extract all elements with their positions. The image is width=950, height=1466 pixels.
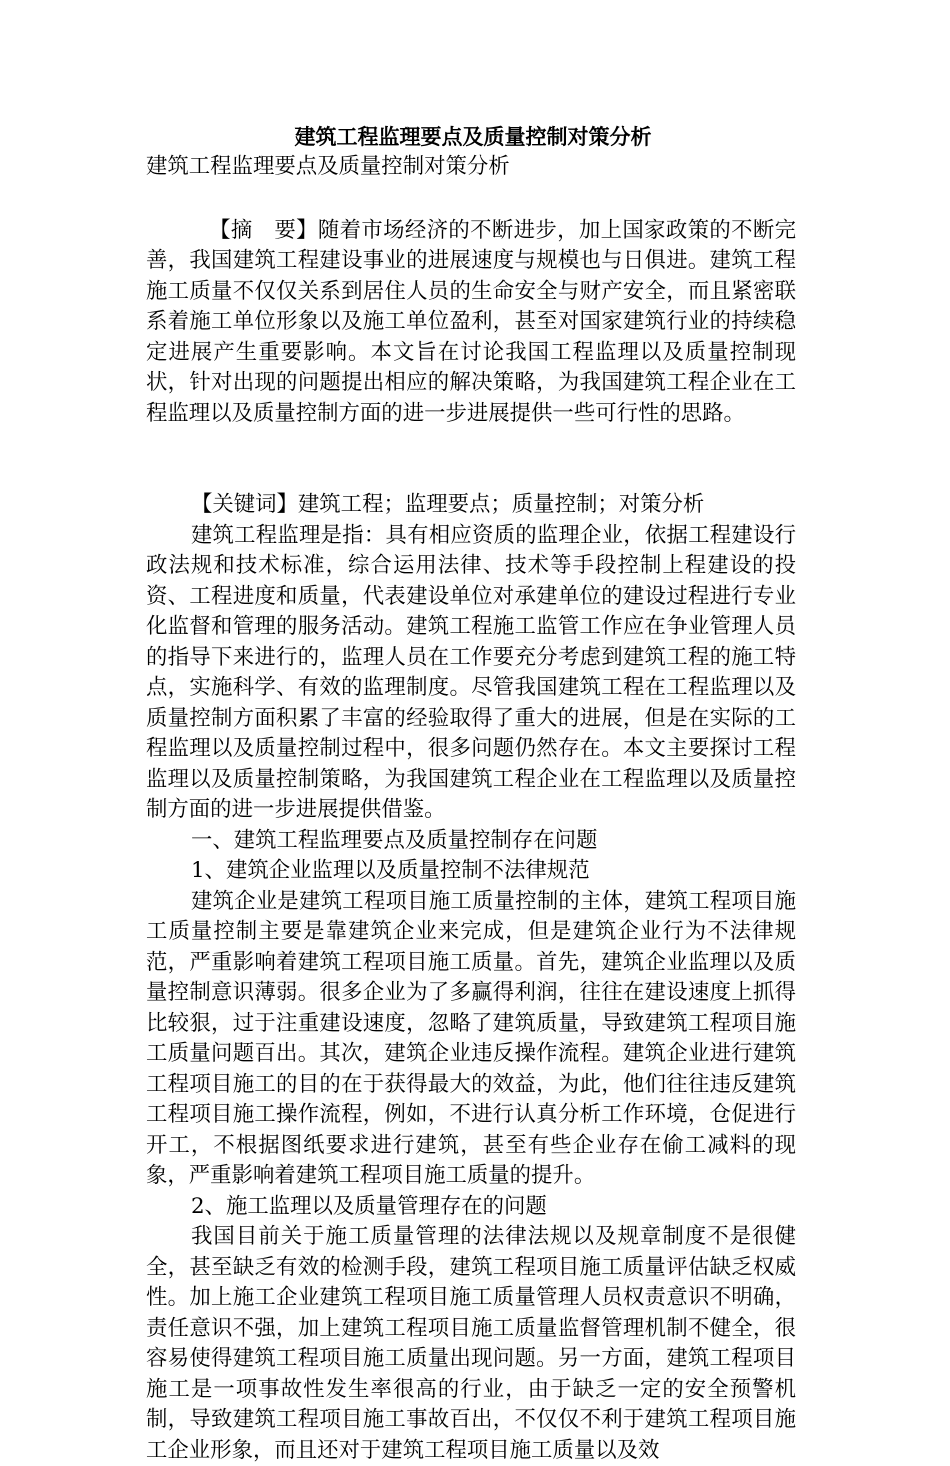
spacer bbox=[146, 183, 796, 216]
section-heading-1: 一、建筑工程监理要点及质量控制存在问题 bbox=[190, 827, 598, 853]
document-subtitle: 建筑工程监理要点及质量控制对策分析 bbox=[146, 154, 510, 179]
subsection-heading-2: 2、施工监理以及质量管理存在的问题 bbox=[190, 1193, 547, 1219]
keywords-line: 【关键词】建筑工程；监理要点；质量控制；对策分析 bbox=[190, 492, 705, 517]
subsection-1-paragraph: 建筑企业是建筑工程项目施工质量控制的主体，建筑工程项目施工质量控制主要是靠建筑企业来完成，但是建筑企业行为不法律规范，严重影响着建筑工程项目施工质量。首先，建筑企业监理以及质量控制意识薄弱。很多企业为了多赢得利润，往往在建设速度上抓得比较狠，过于注重建设速度，忽略了建筑质量，导致建筑工程项目施工质量问题百出。其次，建筑企业违反操作流程。建筑企业进行建筑工程项目施工的目的在于获得最大的效益，为此，他们往往违反建筑工程项目施工操作流程，例如，不进行认真分析工作环境，仓促进行开工，不根据图纸要求进行建筑，甚至有些企业存在偷工减料的现象，严重影响着建筑工程项目施工质量的提升。 bbox=[146, 888, 796, 1188]
subsection-heading-1: 1、建筑企业监理以及质量控制不法律规范 bbox=[190, 858, 590, 883]
document-page bbox=[146, 122, 796, 1466]
subsection-2-paragraph: 我国目前关于施工质量管理的法律法规以及规章制度不是很健全，甚至缺乏有效的检测手段，建筑工程项目施工质量评估缺乏权威性。加上施工企业建筑工程项目施工质量管理人员权责意识不明确，责任意识不强，加上建筑工程项目施工质量监督管理机制不健全，很容易使得建筑工程项目施工质量出现问题。另一方面，建筑工程项目施工是一项事故性发生率很高的行业，由于缺乏一定的安全预警机制，导致建筑工程项目施工事故百出，不仅仅不利于建筑工程项目施工企业形象，而且还对于建筑工程项目施工质量以及效 bbox=[146, 1224, 796, 1463]
intro-paragraph: 建筑工程监理是指：具有相应资质的监理企业，依据工程建设行政法规和技术标准，综合运用法律、技术等手段控制上程建设的投资、工程进度和质量，代表建设单位对承建单位的建设过程进行专业化监督和管理的服务活动。建筑工程施工监管工作应在争业管理人员的指导下来进行的，监理人员在工作要充分考虑到建筑工程的施工特点，实施科学、有效的监理制度。尽管我国建筑工程在工程监理以及质量控制方面积累了丰富的经验取得了重大的进展，但是在实际的工程监理以及质量控制过程中，很多问题仍然存在。本文主要探讨工程监理以及质量控制策略，为我国建筑工程企业在工程监理以及质量控制方面的进一步进展提供借鉴。 bbox=[146, 522, 796, 822]
abstract-paragraph: 【摘 要】随着市场经济的不断进步，加上国家政策的不断完善，我国建筑工程建设事业的进展速度与规模也与日俱进。建筑工程施工质量不仅仅关系到居住人员的生命安全与财产安全，而且紧密联系着施工单位形象以及施工单位盈利，甚至对国家建筑行业的持续稳定进展产生重要影响。本文旨在讨论我国工程监理以及质量控制现状，针对出现的问题提出相应的解决策略，为我国建筑工程企业在工程监理以及质量控制方面的进一步进展提供一些可行性的思路。 bbox=[146, 217, 796, 426]
document-title: 建筑工程监理要点及质量控制对策分析 bbox=[294, 124, 652, 149]
spacer bbox=[146, 429, 796, 460]
spacer bbox=[146, 460, 796, 491]
